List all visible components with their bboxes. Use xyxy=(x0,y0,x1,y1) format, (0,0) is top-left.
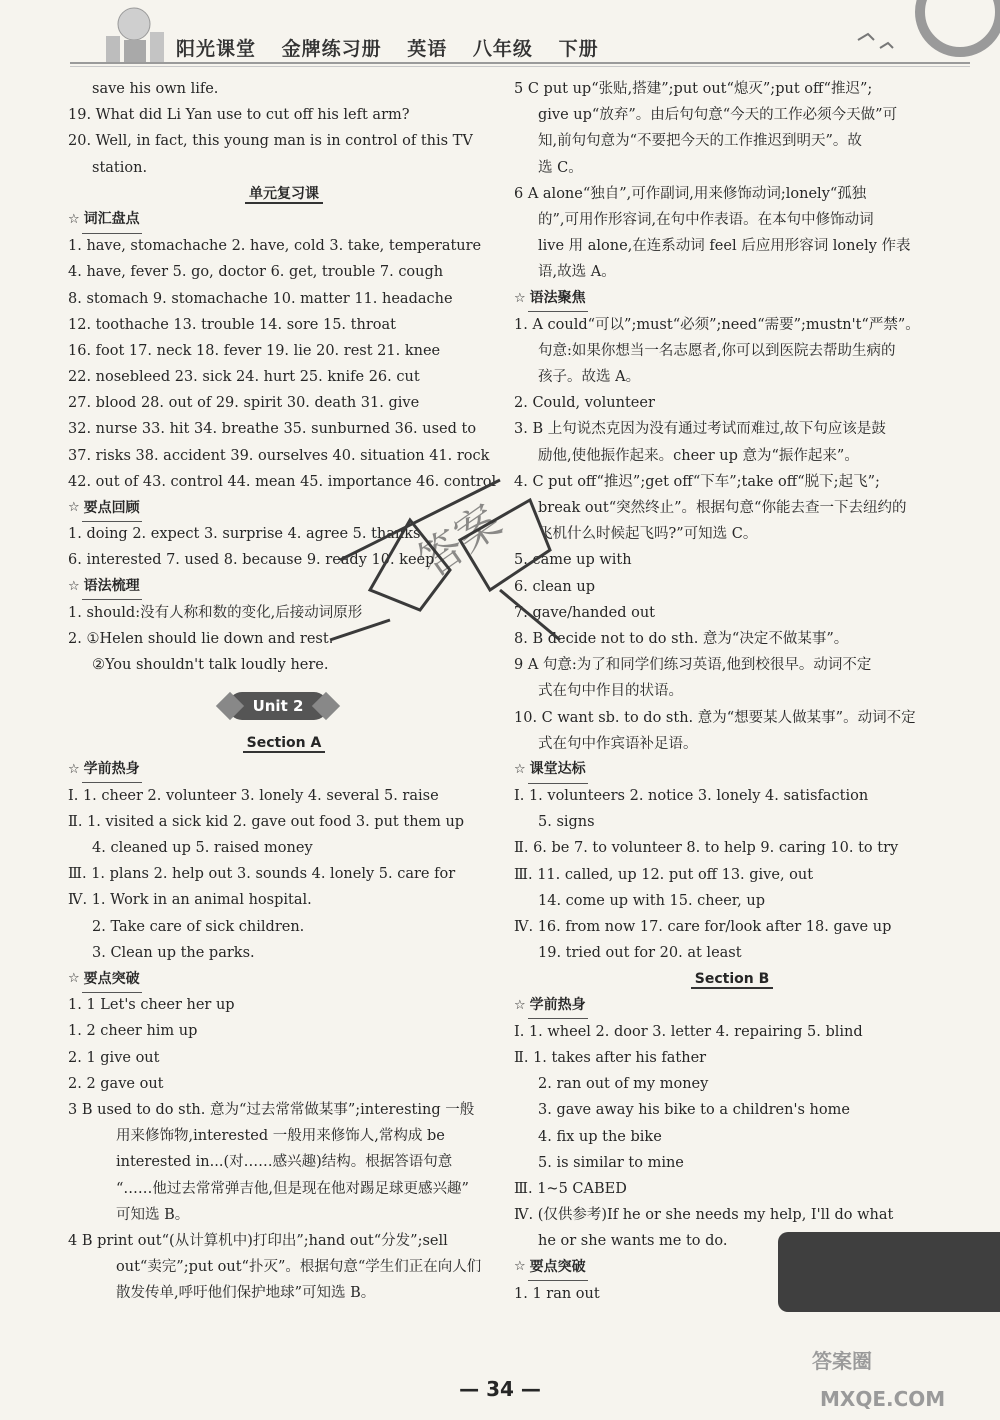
text-line: station. xyxy=(92,159,148,176)
star-icon: ☆ xyxy=(68,211,80,227)
text-line: Ⅲ. 11. called, up 12. put off 13. give, out xyxy=(514,866,814,883)
text-line: 式在句中作宾语补足语。 xyxy=(538,735,698,752)
text-line: 2. ①Helen should lie down and rest. xyxy=(68,630,334,647)
watermark-logo xyxy=(800,1316,996,1416)
section-heading-grammar: ☆ 语法梳理 xyxy=(68,574,500,600)
header-volume: 下册 xyxy=(558,38,599,60)
text-line: out“卖完”;put out“扑灭”。根据句意“学生们正在向人们 xyxy=(116,1259,482,1276)
right-column xyxy=(514,76,950,1307)
text-line: 选 C。 xyxy=(538,159,583,176)
text-line: 5. is similar to mine xyxy=(538,1154,684,1171)
text-line: 3 B used to do sth. 意为“过去常常做某事”;interesting 一般 xyxy=(68,1101,475,1118)
header-rule-thin xyxy=(70,66,970,67)
text-line: 知,前句句意为“不要把今天的工作推迟到明天”。故 xyxy=(538,133,862,150)
text-line: 27. blood 28. out of 29. spirit 30. death 31. give xyxy=(68,395,420,412)
page-number: — 34 — xyxy=(459,1377,541,1401)
text-line: 42. out of 43. control 44. mean 45. importance 46. control xyxy=(68,473,497,490)
text-line: “……他过去常常弹吉他,但是现在他对踢足球更感兴趣” xyxy=(116,1180,469,1197)
text-line: 2. ran out of my money xyxy=(538,1076,709,1093)
text-line: 1. doing 2. expect 3. surprise 4. agree 5. thanks xyxy=(68,526,421,543)
text-line: Ⅰ. 1. wheel 2. door 3. letter 4. repairing 5. blind xyxy=(514,1023,863,1040)
text-line: 2. 1 give out xyxy=(68,1049,160,1066)
text-line: 1. 1 ran out xyxy=(514,1285,600,1302)
text-line: 8. B decide not to do sth. 意为“决定不做某事”。 xyxy=(514,630,849,647)
text-line: he or she wants me to do. xyxy=(538,1233,728,1250)
text-line: 8. stomach 9. stomachache 10. matter 11. headache xyxy=(68,290,453,307)
text-line: 式在句中作目的状语。 xyxy=(538,683,683,700)
text-line: 4. cleaned up 5. raised money xyxy=(92,840,313,857)
text-line: 3. Clean up the parks. xyxy=(92,944,255,961)
text-line: Ⅰ. 1. volunteers 2. notice 3. lonely 4. satisfaction xyxy=(514,788,869,805)
stamp-text: 答案 xyxy=(409,495,511,588)
text-line: 22. nosebleed 23. sick 24. hurt 25. knife 26. cut xyxy=(68,369,420,386)
text-line: 3. B 上句说杰克因为没有通过考试而难过,故下句应该是鼓 xyxy=(514,421,886,438)
text-line: Ⅱ. 6. be 7. to volunteer 8. to help 9. caring 10. to try xyxy=(514,840,899,857)
text-line: 语,故选 A。 xyxy=(538,264,616,281)
text-line: give up“放弃”。由后句句意“今天的工作必须今天做”可 xyxy=(538,107,898,124)
section-heading-warmup-b: ☆ 学前热身 xyxy=(514,993,950,1019)
text-line: 10. C want sb. to do sth. 意为“想要某人做某事”。动词不定 xyxy=(514,709,916,726)
star-icon: ☆ xyxy=(68,500,80,515)
text-line: 6. clean up xyxy=(514,578,595,595)
answer-list xyxy=(514,76,950,286)
text-line: 2. Take care of sick children. xyxy=(92,918,305,935)
header-rule xyxy=(70,62,970,64)
text-line: 37. risks 38. accident 39. ourselves 40. situation 41. rock xyxy=(68,447,490,464)
unit-banner xyxy=(68,678,500,730)
swirl-logo-icon xyxy=(850,0,1000,70)
text-line: 20. Well, in fact, this young man is in control of this TV xyxy=(68,133,473,150)
warmup-b-list xyxy=(514,1019,950,1255)
text-line: Ⅲ. 1~5 CABED xyxy=(514,1180,627,1197)
text-line: Ⅱ. 1. takes after his father xyxy=(514,1049,707,1066)
text-line: 飞机什么时候起飞吗?”可知选 C。 xyxy=(538,526,758,543)
text-line: 4 B print out“(从计算机中)打印出”;hand out“分发”;sell xyxy=(68,1232,448,1249)
watermark-line2: MXQE.COM xyxy=(820,1387,946,1411)
text-line: 12. toothache 13. trouble 14. sore 15. throat xyxy=(68,316,396,333)
section-a-title: Section A xyxy=(68,730,500,756)
text-line: Ⅲ. 1. plans 2. help out 3. sounds 4. lonely 5. care for xyxy=(68,866,456,883)
star-icon: ☆ xyxy=(68,971,80,986)
star-icon: ☆ xyxy=(68,578,80,594)
text-line: Ⅱ. 1. visited a sick kid 2. gave out food 3. put them up xyxy=(68,813,465,830)
building-icon xyxy=(96,6,176,62)
text-line: 14. come up with 15. cheer, up xyxy=(538,892,765,909)
text-line: 7. gave/handed out xyxy=(514,604,655,621)
text-line: 可知选 B。 xyxy=(116,1206,190,1223)
section-heading-warmup: ☆ 学前热身 xyxy=(68,757,500,783)
header-series: 金牌练习册 xyxy=(281,38,382,60)
section-heading-grammar-focus: ☆ 语法聚焦 xyxy=(514,286,950,312)
text-line: ②You shouldn't talk loudly here. xyxy=(92,657,329,674)
section-heading-key-review: ☆ 要点回顾 xyxy=(68,495,500,521)
text-line: 19. What did Li Yan use to cut off his left arm? xyxy=(68,107,410,124)
text-line: 散发传单,呼吁他们保护地球”可知选 B。 xyxy=(116,1285,376,1302)
breakthrough-list xyxy=(68,992,500,1306)
text-line: Ⅳ. 16. from now 17. care for/look after 18. gave up xyxy=(514,919,892,935)
section-b-title: Section B xyxy=(514,966,950,992)
left-column xyxy=(68,76,500,1306)
text-line: 1. 2 cheer him up xyxy=(68,1023,198,1040)
star-icon: ☆ xyxy=(514,761,526,777)
text-line: 1. 1 Let's cheer her up xyxy=(68,997,235,1014)
section-heading-class-goals: ☆ 课堂达标 xyxy=(514,757,950,783)
text-line: 16. foot 17. neck 18. fever 19. lie 20. rest 21. knee xyxy=(68,342,441,359)
header-grade: 八年级 xyxy=(472,38,533,60)
text-line: 孩子。故选 A。 xyxy=(538,369,641,386)
text-line: 4. fix up the bike xyxy=(538,1128,662,1145)
text-line: 用来修饰物,interested 一般用来修饰人,常构成 be xyxy=(116,1128,445,1145)
star-icon: ☆ xyxy=(514,997,526,1013)
text-line: 1. A could“可以”;must“必须”;need“需要”;mustn't“严禁”。 xyxy=(514,316,920,333)
class-goals-list xyxy=(514,783,950,966)
star-icon: ☆ xyxy=(514,1259,526,1275)
unit-badge: Unit 2 xyxy=(228,692,328,720)
star-icon: ☆ xyxy=(68,761,80,777)
text-line: 32. nurse 33. hit 34. breathe 35. sunburned 36. used to xyxy=(68,421,477,438)
section-heading-breakthrough-b: ☆ 要点突破 xyxy=(514,1254,950,1280)
text-line: 的”,可用作形容词,在句中作表语。在本句中修饰动词 xyxy=(538,211,874,228)
text-line: 6 A alone“独自”,可作副词,用来修饰动词;lonely“孤独 xyxy=(514,185,867,202)
text-line: live 用 alone,在连系动词 feel 后应用形容词 lonely 作表 xyxy=(538,238,911,255)
warmup-list xyxy=(68,783,500,966)
text-line: Ⅳ. 1. Work in an animal hospital. xyxy=(68,892,312,909)
text-line: 2. 2 gave out xyxy=(68,1075,164,1092)
text-line: break out“突然终止”。根据句意“你能去查一下去纽约的 xyxy=(538,500,907,516)
text-line: 4. C put off“推迟”;get off“下车”;take off“脱下;起飞”; xyxy=(514,473,880,490)
header-title xyxy=(176,34,617,61)
header-brand: 阳光课堂 xyxy=(176,38,257,60)
section-heading-breakthrough: ☆ 要点突破 xyxy=(68,966,500,992)
text-line: 5. came up with xyxy=(514,552,632,569)
unit-review-title: 单元复习课 xyxy=(68,181,500,207)
text-line: Ⅰ. 1. cheer 2. volunteer 3. lonely 4. several 5. raise xyxy=(68,787,439,804)
text-line: 4. have, fever 5. go, doctor 6. get, trouble 7. cough xyxy=(68,264,444,281)
text-line: 1. have, stomachache 2. have, cold 3. take, temperature xyxy=(68,238,482,255)
page-header xyxy=(0,0,1000,74)
header-subject: 英语 xyxy=(407,38,448,60)
text-line: 5 C put up“张贴,搭建”;put out“熄灭”;put off“推迟”; xyxy=(514,81,873,97)
answer-stamp xyxy=(300,440,580,670)
text-line: Ⅳ. (仅供参考)If he or she needs my help, I'll do what xyxy=(514,1207,894,1224)
star-icon: ☆ xyxy=(514,290,526,306)
text-line: 6. interested 7. used 8. because 9. ready 10. keep xyxy=(68,552,435,569)
text-line: 3. gave away his bike to a children's home xyxy=(538,1102,850,1119)
overlay-block xyxy=(778,1232,1000,1312)
text-line: 励他,使他振作起来。cheer up 意为“振作起来”。 xyxy=(538,447,859,464)
section-heading-vocab: ☆ 词汇盘点 xyxy=(68,207,500,233)
text-line: 5. signs xyxy=(538,814,595,831)
watermark-line1: 答案圈 xyxy=(812,1349,872,1373)
text-line: save his own life. xyxy=(92,81,219,97)
text-line: 19. tried out for 20. at least xyxy=(538,945,742,962)
text-line: 句意:如果你想当一名志愿者,你可以到医院去帮助生病的 xyxy=(538,342,896,359)
text-line: 9 A 句意:为了和同学们练习英语,他到校很早。动词不定 xyxy=(514,657,872,674)
text-line: 2. Could, volunteer xyxy=(514,395,655,412)
text-line: 1. should:没有人称和数的变化,后接动词原形 xyxy=(68,604,363,621)
text-line: interested in...(对……感兴趣)结构。根据答语句意 xyxy=(116,1154,453,1171)
